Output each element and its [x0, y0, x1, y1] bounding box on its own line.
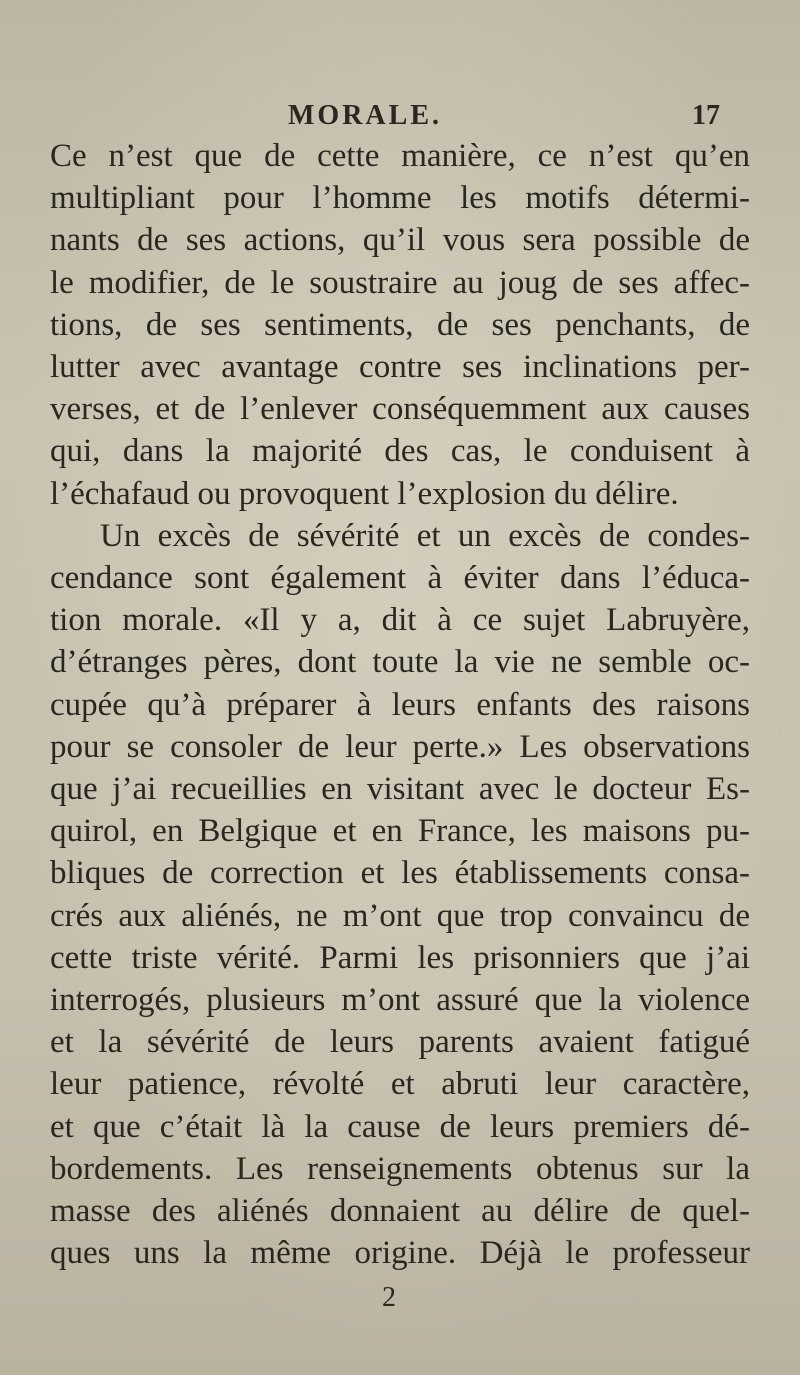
text-line: nants de ses actions, qu’il vous sera possible de	[50, 222, 750, 259]
text-line: et que c’était là la cause de leurs premiers dé-	[50, 1108, 750, 1145]
text-line: tion morale. «Il y a, dit à ce sujet Labruyère,	[50, 602, 750, 639]
text-line: lutter avec avantage contre ses inclinations per-	[50, 349, 750, 385]
text-line: l’échafaud ou provoquent l’explosion du délire.	[50, 475, 679, 512]
text-line: d’étranges pères, dont toute la vie ne semble oc-	[50, 644, 750, 681]
signature-mark: 2	[382, 1282, 396, 1314]
text-line: tions, de ses sentiments, de ses penchants, de	[50, 306, 750, 343]
text-line: bordements. Les renseignements obtenus sur la	[50, 1150, 750, 1187]
text-line: multipliant pour l’homme les motifs détermi-	[50, 180, 750, 217]
page-header	[0, 100, 800, 140]
text-line: verses, et de l’enlever conséquemment aux causes	[50, 391, 750, 428]
text-line: qui, dans la majorité des cas, le conduisent à	[50, 433, 750, 470]
text-line: cendance sont également à éviter dans l’éduca-	[50, 560, 750, 596]
text-line: leur patience, révolté et abruti leur caractère,	[50, 1066, 750, 1103]
running-title: MORALE.	[288, 100, 442, 131]
text-line: ques uns la même origine. Déjà le professeur	[50, 1235, 750, 1272]
text-line: le modifier, de le soustraire au joug de ses affec-	[50, 264, 750, 301]
text-line: interrogés, plusieurs m’ont assuré que la violence	[50, 982, 750, 1018]
text-line: cette triste vérité. Parmi les prisonniers que j’ai	[50, 939, 750, 976]
text-line: crés aux aliénés, ne m’ont que trop convaincu de	[50, 897, 750, 934]
text-line: quirol, en Belgique et en France, les maisons pu-	[50, 813, 750, 850]
text-line: Ce n’est que de cette manière, ce n’est qu’en	[50, 138, 750, 174]
text-line: que j’ai recueillies en visitant avec le docteur Es-	[50, 771, 750, 807]
text-line: et la sévérité de leurs parents avaient fatigué	[50, 1024, 750, 1061]
page-number: 17	[692, 100, 720, 131]
text-line: Un excès de sévérité et un excès de condes-	[100, 517, 750, 554]
text-line: bliques de correction et les établissements consa-	[50, 855, 750, 892]
text-line: masse des aliénés donnaient au délire de quel-	[50, 1193, 750, 1229]
text-line: cupée qu’à préparer à leurs enfants des raisons	[50, 686, 750, 723]
text-line: pour se consoler de leur perte.» Les observations	[50, 728, 750, 765]
